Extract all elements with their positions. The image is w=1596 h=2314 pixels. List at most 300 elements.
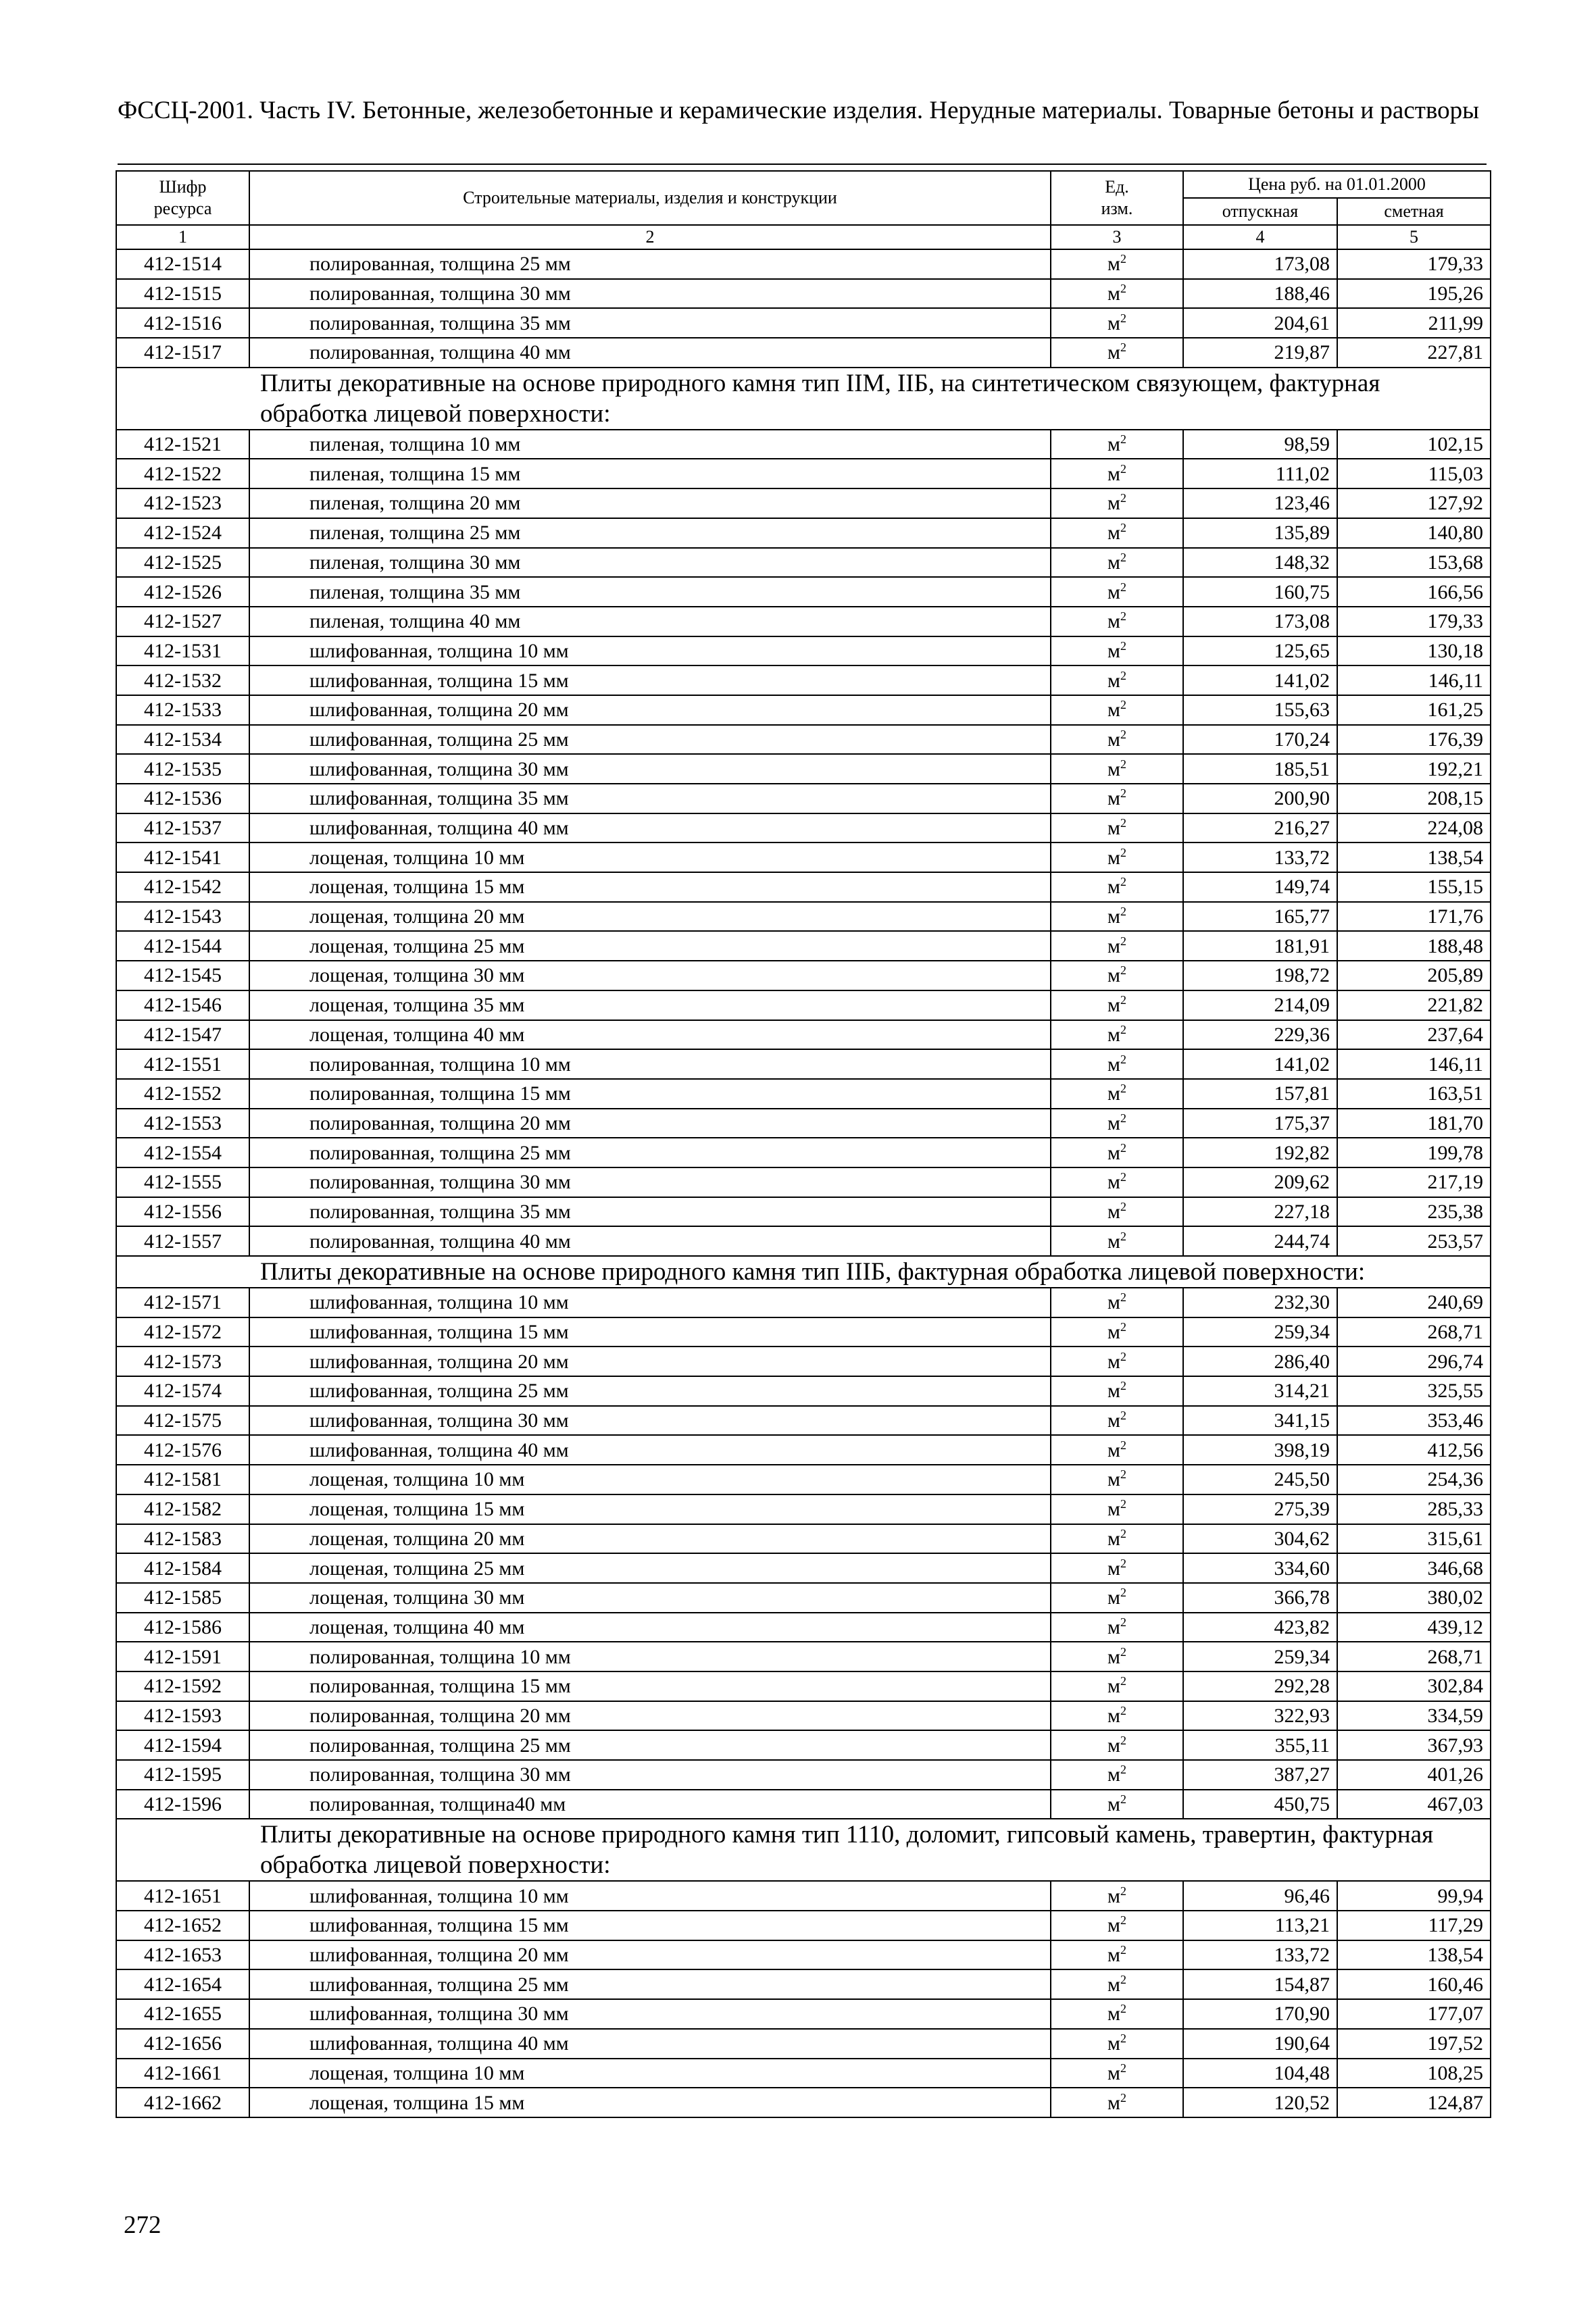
material-name: полированная, толщина 30 мм [249,1167,1051,1197]
material-name: полированная, толщина 35 мм [249,1197,1051,1227]
resource-code: 412-1557 [116,1226,249,1256]
estimate-price: 268,71 [1337,1642,1491,1671]
estimate-price: 315,61 [1337,1524,1491,1554]
estimate-price: 102,15 [1337,430,1491,459]
unit-exponent: 2 [1120,580,1126,594]
material-name: полированная, толщина 10 мм [249,1642,1051,1671]
material-name: лощеная, толщина 10 мм [249,842,1051,872]
material-name: полированная, толщина 25 мм [249,1138,1051,1167]
resource-code: 412-1542 [116,872,249,902]
unit-base: м [1107,580,1120,603]
unit-cell [1051,1642,1183,1671]
material-name: шлифованная, толщина 20 мм [249,1347,1051,1376]
resource-code: 412-1546 [116,990,249,1020]
release-price: 123,46 [1183,488,1337,518]
release-price: 227,18 [1183,1197,1337,1227]
material-name: лощеная, толщина 15 мм [249,872,1051,902]
release-price: 219,87 [1183,338,1337,368]
material-name: лощеная, толщина 40 мм [249,1613,1051,1642]
release-price: 170,90 [1183,1999,1337,2029]
unit-base: м [1107,1111,1120,1134]
header-code: Шифр ресурса [116,171,249,225]
table-row [116,1999,1491,2029]
unit-cell [1051,636,1183,666]
table-row [116,2059,1491,2088]
resource-code: 412-1524 [116,518,249,548]
unit-base: м [1107,1468,1120,1491]
resource-code: 412-1536 [116,784,249,813]
estimate-price: 138,54 [1337,1940,1491,1970]
table-row [116,1760,1491,1790]
release-price: 190,64 [1183,2029,1337,2059]
unit-exponent: 2 [1120,252,1126,266]
unit-cell [1051,1999,1183,2029]
material-name: полированная, толщина 15 мм [249,1671,1051,1701]
unit-cell [1051,607,1183,636]
material-name: лощеная, толщина 15 мм [249,2088,1051,2117]
release-price: 96,46 [1183,1881,1337,1911]
section-heading: Плиты декоративные на основе природного камня тип 1110, доломит, гипсовый камень, травертин, фактурная обработка лицевой поверхности: [116,1819,1491,1881]
material-name: шлифованная, толщина 30 мм [249,1999,1051,2029]
unit-base: м [1107,551,1120,574]
material-name: шлифованная, толщина 10 мм [249,1881,1051,1911]
release-price: 154,87 [1183,1969,1337,1999]
resource-code: 412-1656 [116,2029,249,2059]
material-name: лощеная, толщина 35 мм [249,990,1051,1020]
estimate-price: 467,03 [1337,1790,1491,1819]
table-row [116,1494,1491,1524]
material-name: полированная, толщина 30 мм [249,279,1051,309]
table-row [116,1613,1491,1642]
unit-cell [1051,1881,1183,1911]
unit-exponent: 2 [1120,1467,1126,1482]
release-price: 366,78 [1183,1583,1337,1613]
unit-cell [1051,1790,1183,1819]
material-name: полированная, толщина 15 мм [249,1079,1051,1109]
header-release: отпускная [1183,198,1337,225]
unit-base: м [1107,994,1120,1017]
unit-base: м [1107,522,1120,545]
release-price: 185,51 [1183,754,1337,784]
resource-code: 412-1523 [116,488,249,518]
release-price: 450,75 [1183,1790,1337,1819]
unit-cell [1051,1553,1183,1583]
table-row [116,1226,1491,1256]
unit-exponent: 2 [1120,1022,1126,1036]
release-price: 170,24 [1183,725,1337,755]
material-name: лощеная, толщина 25 мм [249,1553,1051,1583]
unit-exponent: 2 [1120,1199,1126,1213]
unit-exponent: 2 [1120,1140,1126,1155]
material-name: лощеная, толщина 10 мм [249,1465,1051,1494]
resource-code: 412-1531 [116,636,249,666]
unit-cell [1051,784,1183,813]
material-name: полированная, толщина 30 мм [249,1760,1051,1790]
material-name: шлифованная, толщина 15 мм [249,665,1051,695]
unit-cell [1051,1109,1183,1138]
table-row [116,1583,1491,1613]
table-row [116,1642,1491,1671]
material-name: шлифованная, толщина 25 мм [249,725,1051,755]
unit-exponent: 2 [1120,1913,1126,1928]
unit-cell [1051,1317,1183,1347]
resource-code: 412-1595 [116,1760,249,1790]
material-name: шлифованная, толщина 40 мм [249,1435,1051,1465]
unit-base: м [1107,1498,1120,1521]
unit-base: м [1107,462,1120,485]
estimate-price: 235,38 [1337,1197,1491,1227]
unit-cell [1051,1226,1183,1256]
column-number: 1 [116,225,249,249]
release-price: 214,09 [1183,990,1337,1020]
unit-cell [1051,1435,1183,1465]
material-name: полированная, толщина 20 мм [249,1701,1051,1731]
unit-exponent: 2 [1120,1229,1126,1243]
resource-code: 412-1535 [116,754,249,784]
unit-exponent: 2 [1120,786,1126,801]
unit-exponent: 2 [1120,1320,1126,1334]
unit-exponent: 2 [1120,1526,1126,1540]
table-row [116,338,1491,368]
unit-cell [1051,548,1183,578]
unit-exponent: 2 [1120,845,1126,859]
table-row [116,636,1491,666]
unit-base: м [1107,1053,1120,1076]
resource-code: 412-1532 [116,665,249,695]
release-price: 259,34 [1183,1317,1337,1347]
unit-exponent: 2 [1120,2032,1126,2046]
table-row [116,784,1491,813]
estimate-price: 353,46 [1337,1406,1491,1436]
unit-base: м [1107,846,1120,869]
page-number: 272 [124,2211,161,2239]
unit-cell [1051,1969,1183,1999]
release-price: 244,74 [1183,1226,1337,1256]
estimate-price: 237,64 [1337,1020,1491,1050]
estimate-price: 146,11 [1337,665,1491,695]
estimate-price: 221,82 [1337,990,1491,1020]
table-row [116,430,1491,459]
unit-cell [1051,518,1183,548]
material-name: полированная, толщина 40 мм [249,1226,1051,1256]
unit-exponent: 2 [1120,668,1126,682]
estimate-price: 161,25 [1337,695,1491,725]
unit-base: м [1107,1200,1120,1223]
resource-code: 412-1547 [116,1020,249,1050]
unit-cell [1051,1940,1183,1970]
material-name: лощеная, толщина 15 мм [249,1494,1051,1524]
unit-exponent: 2 [1120,461,1126,476]
table-row [116,1288,1491,1317]
unit-cell [1051,1760,1183,1790]
unit-base: м [1107,699,1120,722]
release-price: 157,81 [1183,1079,1337,1109]
unit-exponent: 2 [1120,432,1126,447]
estimate-price: 217,19 [1337,1167,1491,1197]
unit-cell [1051,1494,1183,1524]
resource-code: 412-1574 [116,1376,249,1406]
resource-code: 412-1654 [116,1969,249,1999]
estimate-price: 227,81 [1337,338,1491,368]
estimate-price: 240,69 [1337,1288,1491,1317]
unit-base: м [1107,2032,1120,2055]
release-price: 173,08 [1183,249,1337,279]
release-price: 135,89 [1183,518,1337,548]
table-row [116,518,1491,548]
unit-exponent: 2 [1120,2090,1126,2105]
estimate-price: 334,59 [1337,1701,1491,1731]
unit-exponent: 2 [1120,727,1126,741]
unit-cell [1051,931,1183,961]
table-row [116,1197,1491,1227]
resource-code: 412-1575 [116,1406,249,1436]
unit-base: м [1107,757,1120,780]
resource-code: 412-1593 [116,1701,249,1731]
unit-exponent: 2 [1120,1409,1126,1423]
unit-base: м [1107,341,1120,364]
material-name: пиленая, толщина 35 мм [249,577,1051,607]
resource-code: 412-1541 [116,842,249,872]
unit-cell [1051,1406,1183,1436]
estimate-price: 325,55 [1337,1376,1491,1406]
release-price: 181,91 [1183,931,1337,961]
table-row [116,1376,1491,1406]
release-price: 322,93 [1183,1701,1337,1731]
unit-cell [1051,1613,1183,1642]
unit-base: м [1107,1082,1120,1105]
material-name: пиленая, толщина 20 мм [249,488,1051,518]
unit-base: м [1107,905,1120,928]
material-name: пиленая, толщина 15 мм [249,459,1051,488]
table-row [116,2088,1491,2117]
table-row [116,548,1491,578]
material-name: шлифованная, толщина 20 мм [249,1940,1051,1970]
estimate-price: 177,07 [1337,1999,1491,2029]
unit-cell [1051,1288,1183,1317]
section-heading: Плиты декоративные на основе природного камня тип IIIБ, фактурная обработка лицевой поверхности: [116,1256,1491,1288]
unit-cell [1051,2029,1183,2059]
unit-base: м [1107,2061,1120,2084]
material-name: шлифованная, толщина 25 мм [249,1376,1051,1406]
unit-cell [1051,2059,1183,2088]
table-row [116,1406,1491,1436]
estimate-price: 439,12 [1337,1613,1491,1642]
release-price: 111,02 [1183,459,1337,488]
resource-code: 412-1514 [116,249,249,279]
material-name: пиленая, толщина 40 мм [249,607,1051,636]
unit-cell [1051,754,1183,784]
table-row [116,813,1491,843]
unit-cell [1051,430,1183,459]
unit-exponent: 2 [1120,491,1126,505]
estimate-price: 268,71 [1337,1317,1491,1347]
section-heading-row [116,368,1491,430]
release-price: 334,60 [1183,1553,1337,1583]
material-name: шлифованная, толщина 30 мм [249,754,1051,784]
unit-exponent: 2 [1120,609,1126,624]
resource-code: 412-1521 [116,430,249,459]
estimate-price: 296,74 [1337,1347,1491,1376]
estimate-price: 179,33 [1337,249,1491,279]
unit-cell [1051,1197,1183,1227]
release-price: 155,63 [1183,695,1337,725]
resource-code: 412-1522 [116,459,249,488]
unit-base: м [1107,1141,1120,1164]
table-row [116,1553,1491,1583]
resource-code: 412-1571 [116,1288,249,1317]
table-row [116,488,1491,518]
resource-code: 412-1651 [116,1881,249,1911]
resource-code: 412-1581 [116,1465,249,1494]
estimate-price: 195,26 [1337,279,1491,309]
resource-code: 412-1596 [116,1790,249,1819]
unit-cell [1051,872,1183,902]
resource-code: 412-1553 [116,1109,249,1138]
unit-exponent: 2 [1120,1556,1126,1570]
resource-code: 412-1537 [116,813,249,843]
resource-code: 412-1582 [116,1494,249,1524]
unit-exponent: 2 [1120,2002,1126,2016]
table-row [116,1465,1491,1494]
resource-code: 412-1525 [116,548,249,578]
release-price: 292,28 [1183,1671,1337,1701]
unit-base: м [1107,1675,1120,1698]
estimate-price: 211,99 [1337,308,1491,338]
material-name: полированная, толщина40 мм [249,1790,1051,1819]
unit-base: м [1107,282,1120,305]
header-price: Цена руб. на 01.01.2000 [1183,171,1491,198]
material-name: лощеная, толщина 20 мм [249,1524,1051,1554]
resource-code: 412-1554 [116,1138,249,1167]
table-row [116,1790,1491,1819]
table-row [116,577,1491,607]
header-unit: Ед. изм. [1051,171,1183,225]
resource-code: 412-1544 [116,931,249,961]
unit-base: м [1107,1704,1120,1727]
resource-code: 412-1543 [116,902,249,932]
unit-base: м [1107,1230,1120,1253]
material-name: лощеная, толщина 20 мм [249,902,1051,932]
release-price: 286,40 [1183,1347,1337,1376]
material-name: шлифованная, толщина 15 мм [249,1317,1051,1347]
unit-base: м [1107,1527,1120,1550]
unit-cell [1051,1583,1183,1613]
unit-base: м [1107,1645,1120,1668]
unit-base: м [1107,876,1120,899]
unit-base: м [1107,1557,1120,1580]
estimate-price: 197,52 [1337,2029,1491,2059]
estimate-price: 188,48 [1337,931,1491,961]
unit-exponent: 2 [1120,341,1126,355]
unit-exponent: 2 [1120,816,1126,830]
unit-base: м [1107,1944,1120,1967]
unit-cell [1051,695,1183,725]
table-row [116,1109,1491,1138]
material-name: шлифованная, толщина 10 мм [249,636,1051,666]
unit-exponent: 2 [1120,905,1126,919]
estimate-price: 205,89 [1337,961,1491,990]
estimate-price: 176,39 [1337,725,1491,755]
estimate-price: 179,33 [1337,607,1491,636]
estimate-price: 367,93 [1337,1730,1491,1760]
resource-code: 412-1515 [116,279,249,309]
unit-base: м [1107,1763,1120,1786]
unit-exponent: 2 [1120,1586,1126,1600]
unit-exponent: 2 [1120,1615,1126,1629]
resource-code: 412-1533 [116,695,249,725]
unit-exponent: 2 [1120,311,1126,325]
resource-code: 412-1652 [116,1911,249,1940]
estimate-price: 117,29 [1337,1911,1491,1940]
estimate-price: 254,36 [1337,1465,1491,1494]
table-row [116,1969,1491,1999]
estimate-price: 285,33 [1337,1494,1491,1524]
material-name: пиленая, толщина 10 мм [249,430,1051,459]
unit-cell [1051,961,1183,990]
unit-base: м [1107,1734,1120,1757]
resource-code: 412-1586 [116,1613,249,1642]
material-name: полированная, толщина 25 мм [249,249,1051,279]
material-name: шлифованная, толщина 40 мм [249,813,1051,843]
resource-code: 412-1527 [116,607,249,636]
release-price: 423,82 [1183,1613,1337,1642]
release-price: 148,32 [1183,548,1337,578]
table-row [116,695,1491,725]
estimate-price: 412,56 [1337,1435,1491,1465]
unit-cell [1051,1524,1183,1554]
unit-cell [1051,1376,1183,1406]
unit-cell [1051,1730,1183,1760]
release-price: 387,27 [1183,1760,1337,1790]
release-price: 141,02 [1183,665,1337,695]
unit-base: м [1107,433,1120,456]
unit-base: м [1107,639,1120,662]
release-price: 314,21 [1183,1376,1337,1406]
unit-exponent: 2 [1120,1170,1126,1184]
column-number: 5 [1337,225,1491,249]
unit-cell [1051,249,1183,279]
unit-cell [1051,1347,1183,1376]
unit-exponent: 2 [1120,875,1126,889]
estimate-price: 124,87 [1337,2088,1491,2117]
header-estimate: сметная [1337,198,1491,225]
unit-base: м [1107,2091,1120,2114]
unit-cell [1051,1465,1183,1494]
unit-exponent: 2 [1120,1082,1126,1096]
table-row [116,931,1491,961]
release-price: 133,72 [1183,1940,1337,1970]
unit-exponent: 2 [1120,1349,1126,1363]
unit-cell [1051,459,1183,488]
table-row [116,1167,1491,1197]
unit-base: м [1107,1380,1120,1403]
unit-base: м [1107,1438,1120,1461]
resource-code: 412-1661 [116,2059,249,2088]
unit-exponent: 2 [1120,1379,1126,1393]
page-header: ФССЦ-2001. Часть IV. Бетонные, железобетонные и керамические изделия. Нерудные материалы. Товарные бетоны и растворы [118,97,1480,124]
header-rule [118,164,1487,165]
table-row [116,1730,1491,1760]
table-row [116,1881,1491,1911]
unit-base: м [1107,1171,1120,1194]
release-price: 125,65 [1183,636,1337,666]
material-name: шлифованная, толщина 35 мм [249,784,1051,813]
estimate-price: 153,68 [1337,548,1491,578]
section-heading: Плиты декоративные на основе природного камня тип IIМ, IIБ, на синтетическом связующем, фактурная обработка лицевой поверхности: [116,368,1491,430]
table-row [116,1911,1491,1940]
unit-cell [1051,1079,1183,1109]
unit-cell [1051,488,1183,518]
